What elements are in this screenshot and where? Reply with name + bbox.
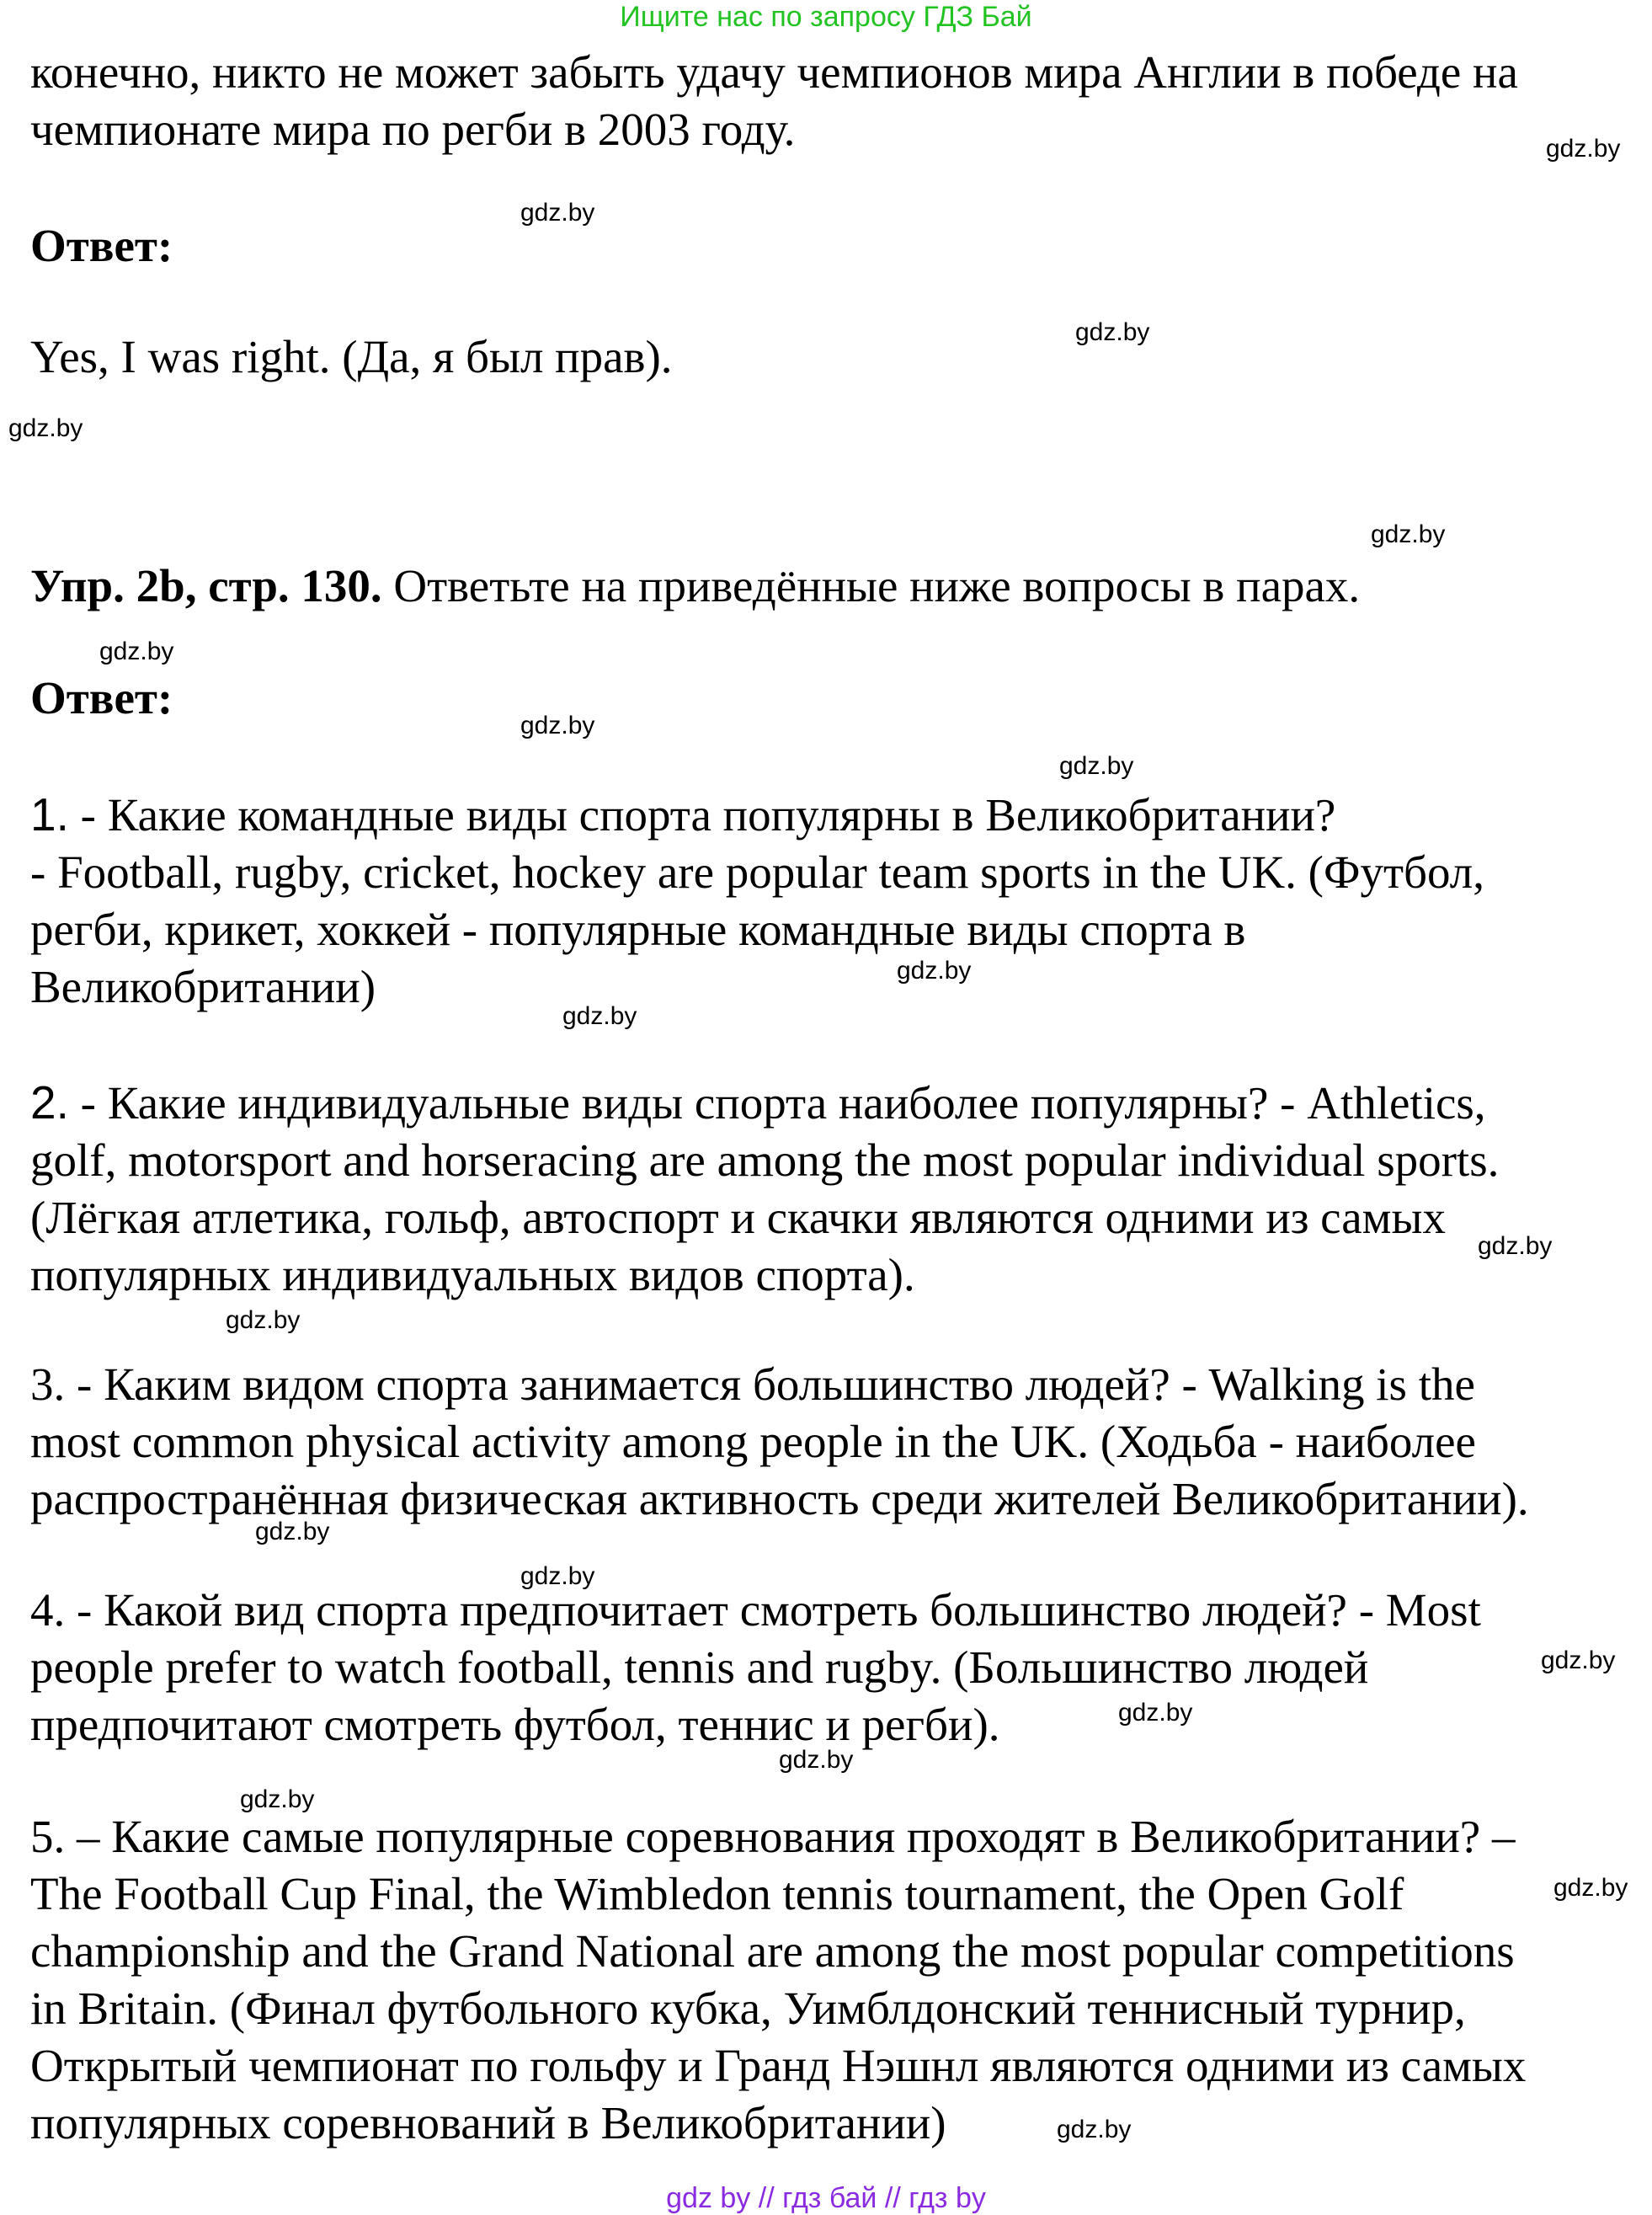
exercise-instruction: Ответьте на приведённые ниже вопросы в парах. — [381, 560, 1361, 611]
answer-label: Ответ: — [30, 220, 173, 271]
watermark: gdz.by — [897, 957, 972, 985]
list-item — [30, 786, 1634, 1016]
watermark: gdz.by — [1553, 1874, 1628, 1902]
list-item — [30, 1074, 1634, 1304]
intro-paragraph — [30, 44, 1634, 158]
watermark: gdz.by — [1478, 1232, 1553, 1260]
top-banner: Ищите нас по запросу ГДЗ Бай — [620, 1, 1032, 33]
item-line: most common physical activity among people in the UK. (Ходьба - наиболее — [30, 1416, 1476, 1467]
exercise-heading — [30, 558, 1634, 615]
watermark: gdz.by — [1075, 318, 1150, 346]
item-number: 5. — [30, 1811, 66, 1862]
item-number: 4. — [30, 1584, 66, 1636]
item-text: - Какой вид спорта предпочитает смотреть большинство людей? - Most — [65, 1584, 1481, 1636]
watermark: gdz.by — [1546, 135, 1621, 163]
item-line — [30, 1582, 1634, 1639]
item-line — [30, 786, 1634, 844]
list-item — [30, 1582, 1634, 1753]
item-text: - Какие командные виды спорта популярны в Великобритании? — [68, 789, 1336, 841]
exercise-title: Упр. 2b, стр. 130. — [30, 560, 382, 611]
watermark: gdz.by — [1541, 1647, 1616, 1674]
item-line: in Britain. (Финал футбольного кубка, Уимблдонский теннисный турнир, — [30, 1983, 1466, 2034]
item-text: - Каким видом спорта занимается большинство людей? - Walking is the — [65, 1358, 1475, 1410]
watermark: gdz.by — [520, 199, 595, 227]
item-line: предпочитают смотреть футбол, теннис и регби). — [30, 1699, 1000, 1750]
watermark: gdz.by — [8, 414, 83, 442]
item-line: - Football, rugby, cricket, hockey are popular team sports in the UK. (Футбол, — [30, 846, 1484, 898]
watermark: gdz.by — [1057, 2116, 1132, 2143]
list-item — [30, 1356, 1634, 1528]
watermark: gdz.by — [1059, 752, 1134, 780]
watermark: gdz.by — [562, 1002, 637, 1030]
answer-label: Ответ: — [30, 672, 173, 723]
watermark: gdz.by — [520, 712, 595, 739]
watermark: gdz.by — [520, 1562, 595, 1590]
intro-line: конечно, никто не может забыть удачу чемпионов мира Англии в победе на — [30, 46, 1518, 98]
item-number: 3. — [30, 1358, 66, 1410]
watermark: gdz.by — [255, 1518, 330, 1545]
watermark: gdz.by — [226, 1306, 301, 1334]
item-line: golf, motorsport and horseracing are among the most popular individual sports. — [30, 1134, 1500, 1186]
item-line — [30, 1808, 1634, 1865]
item-line: people prefer to watch football, tennis and rugby. (Большинство людей — [30, 1641, 1369, 1693]
watermark: gdz.by — [779, 1746, 854, 1774]
footer: gdz by // гдз бай // гдз by — [666, 2182, 986, 2214]
item-line: championship and the Grand National are among the most popular competitions — [30, 1925, 1515, 1977]
answer-text: Yes, I was right. (Да, я был прав). — [30, 331, 673, 382]
item-line: (Лёгкая атлетика, гольф, автоспорт и скачки являются одними из самых — [30, 1192, 1446, 1243]
item-line — [30, 1074, 1634, 1132]
watermark: gdz.by — [1118, 1699, 1193, 1727]
item-line: Великобритании) — [30, 961, 376, 1012]
item-line: регби, крикет, хоккей - популярные командные виды спорта в — [30, 904, 1246, 955]
watermark: gdz.by — [240, 1785, 315, 1813]
intro-line: чемпионате мира по регби в 2003 году. — [30, 104, 796, 155]
item-text: - Какие индивидуальные виды спорта наиболее популярны? - Athletics, — [68, 1077, 1486, 1129]
watermark: gdz.by — [99, 638, 174, 665]
item-line: распространённая физическая активность среди жителей Великобритании). — [30, 1473, 1529, 1524]
item-number: 1. — [30, 788, 69, 841]
item-line: популярных индивидуальных видов спорта). — [30, 1249, 915, 1300]
watermark: gdz.by — [1371, 520, 1446, 548]
item-text: – Какие самые популярные соревнования проходят в Великобритании? – — [65, 1811, 1516, 1862]
item-line: популярных соревнований в Великобритании) — [30, 2097, 946, 2148]
item-line — [30, 1356, 1634, 1413]
item-line: The Football Cup Final, the Wimbledon tennis tournament, the Open Golf — [30, 1868, 1404, 1919]
item-line: Открытый чемпионат по гольфу и Гранд Нэшнл являются одними из самых — [30, 2040, 1527, 2091]
list-item — [30, 1808, 1634, 2152]
item-number: 2. — [30, 1076, 69, 1129]
